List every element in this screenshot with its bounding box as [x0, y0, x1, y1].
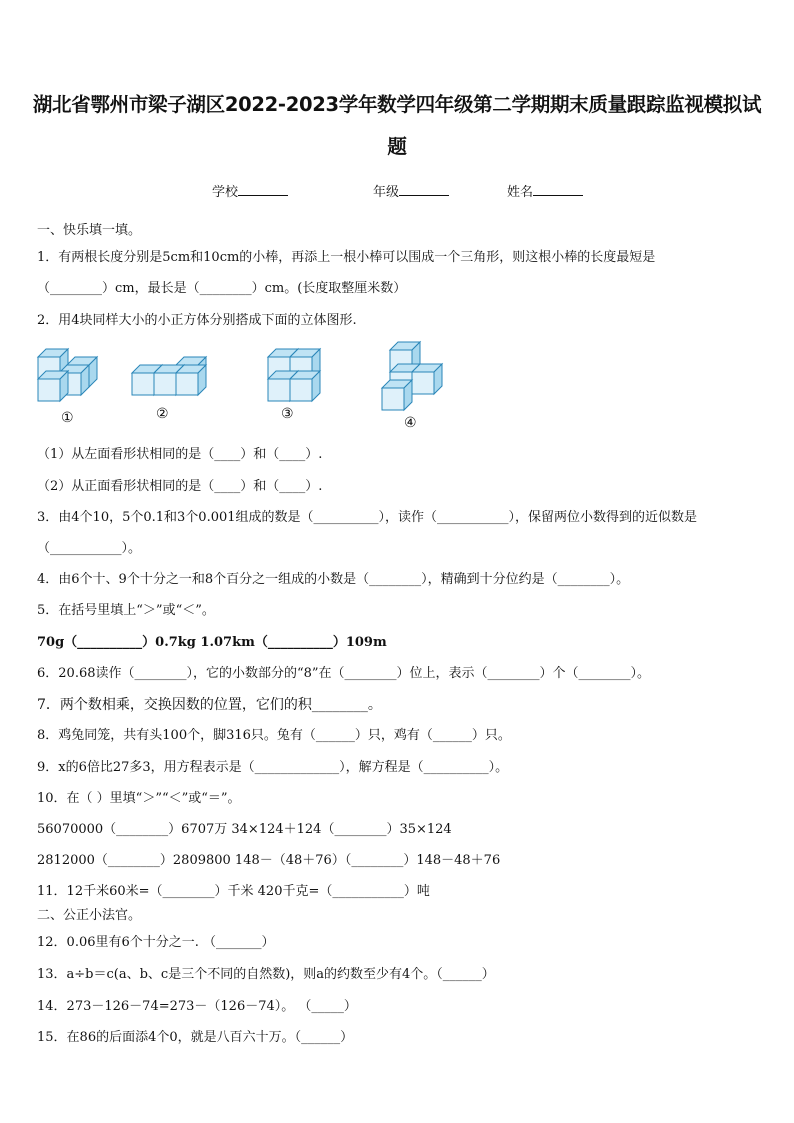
- question-6: 6．20.68读作（________），它的小数部分的“8”在（________）位上，表示（________）个（________）。: [37, 666, 651, 681]
- name-blank[interactable]: [533, 182, 583, 196]
- question-2-part-2: （2）从正面看形状相同的是（____）和（____）.: [37, 479, 323, 494]
- question-2-part-1: （1）从左面看形状相同的是（____）和（____）.: [37, 447, 323, 462]
- question-10-row-1: 56070000（________）6707万 34×124＋124（________）35×124: [37, 822, 452, 837]
- figure-4-label: ④: [404, 415, 417, 431]
- name-label: 姓名: [507, 185, 534, 200]
- question-4: 4．由6个十、9个十分之一和8个百分之一组成的小数是（________），精确到十分位约是（________）。: [37, 572, 630, 587]
- question-8: 8．鸡兔同笼，共有头100个，脚316只。兔有（______）只，鸡有（______）只。: [37, 728, 511, 743]
- school-blank[interactable]: [238, 182, 288, 196]
- cube-figures-svg: [0, 338, 794, 438]
- question-14: 14．273－126－74=273－（126－74）。 （_____）: [37, 999, 357, 1014]
- question-3-line-1: 3．由4个10，5个0.1和3个0.001组成的数是（__________），读作（___________），保留两位小数得到的近似数是: [37, 510, 698, 525]
- figure-2-cubes: [132, 357, 206, 395]
- name-field[interactable]: [507, 181, 583, 200]
- school-field[interactable]: [212, 181, 288, 200]
- figure-3-cubes: [268, 349, 320, 401]
- school-label: 学校: [212, 185, 239, 200]
- question-13: 13．a÷b＝c(a、b、c是三个不同的自然数)，则a的约数至少有4个。（______）: [37, 967, 495, 982]
- figure-4-cubes: [382, 342, 442, 410]
- figure-2-label: ②: [156, 406, 169, 422]
- question-5: 5．在括号里填上“＞”或“＜”。: [37, 603, 215, 618]
- grade-field[interactable]: [373, 181, 449, 200]
- title-line-2: 题: [387, 135, 407, 158]
- figure-1-label: ①: [61, 410, 74, 426]
- question-10: 10．在（ ）里填“＞”“＜”或“＝”。: [37, 791, 241, 806]
- question-12: 12．0.06里有6个十分之一. （_______）: [37, 935, 275, 950]
- section-heading-1: 一、快乐填一填。: [37, 223, 142, 238]
- page-title: [30, 84, 764, 168]
- section-heading-2: 二、公正小法官。: [37, 908, 142, 923]
- question-3-line-2: （___________）。: [37, 541, 142, 556]
- question-7: 7．两个数相乘，交换因数的位置，它们的积________。: [37, 697, 382, 713]
- cube-figures: [0, 338, 794, 438]
- question-2: 2．用4块同样大小的小正方体分别搭成下面的立体图形.: [37, 313, 357, 328]
- question-11: 11．12千米60米=（________）千米 420千克=（___________）吨: [37, 884, 430, 899]
- grade-blank[interactable]: [399, 182, 449, 196]
- question-9: 9．x的6倍比27多3，用方程表示是（_____________），解方程是（__________）。: [37, 760, 509, 775]
- figure-3-label: ③: [281, 406, 294, 422]
- question-10-row-2: 2812000（________）2809800 148－（48＋76）（________）148－48＋76: [37, 853, 501, 868]
- question-1-line-1: 1．有两根长度分别是5cm和10cm的小棒，再添上一根小棒可以围成一个三角形，则这根小棒的长度最短是: [37, 250, 656, 265]
- title-line-1: 湖北省鄂州市梁子湖区2022-2023学年数学四年级第二学期期末质量跟踪监视模拟试: [32, 93, 762, 116]
- question-5-items: 70g（__________）0.7kg 1.07km（__________）109m: [37, 635, 387, 650]
- figure-1-cubes: [38, 349, 97, 401]
- question-1-line-2: （________）cm，最长是（________）cm。(长度取整厘米数）: [37, 281, 407, 296]
- grade-label: 年级: [373, 185, 400, 200]
- question-15: 15．在86的后面添4个0，就是八百六十万。（______）: [37, 1030, 354, 1045]
